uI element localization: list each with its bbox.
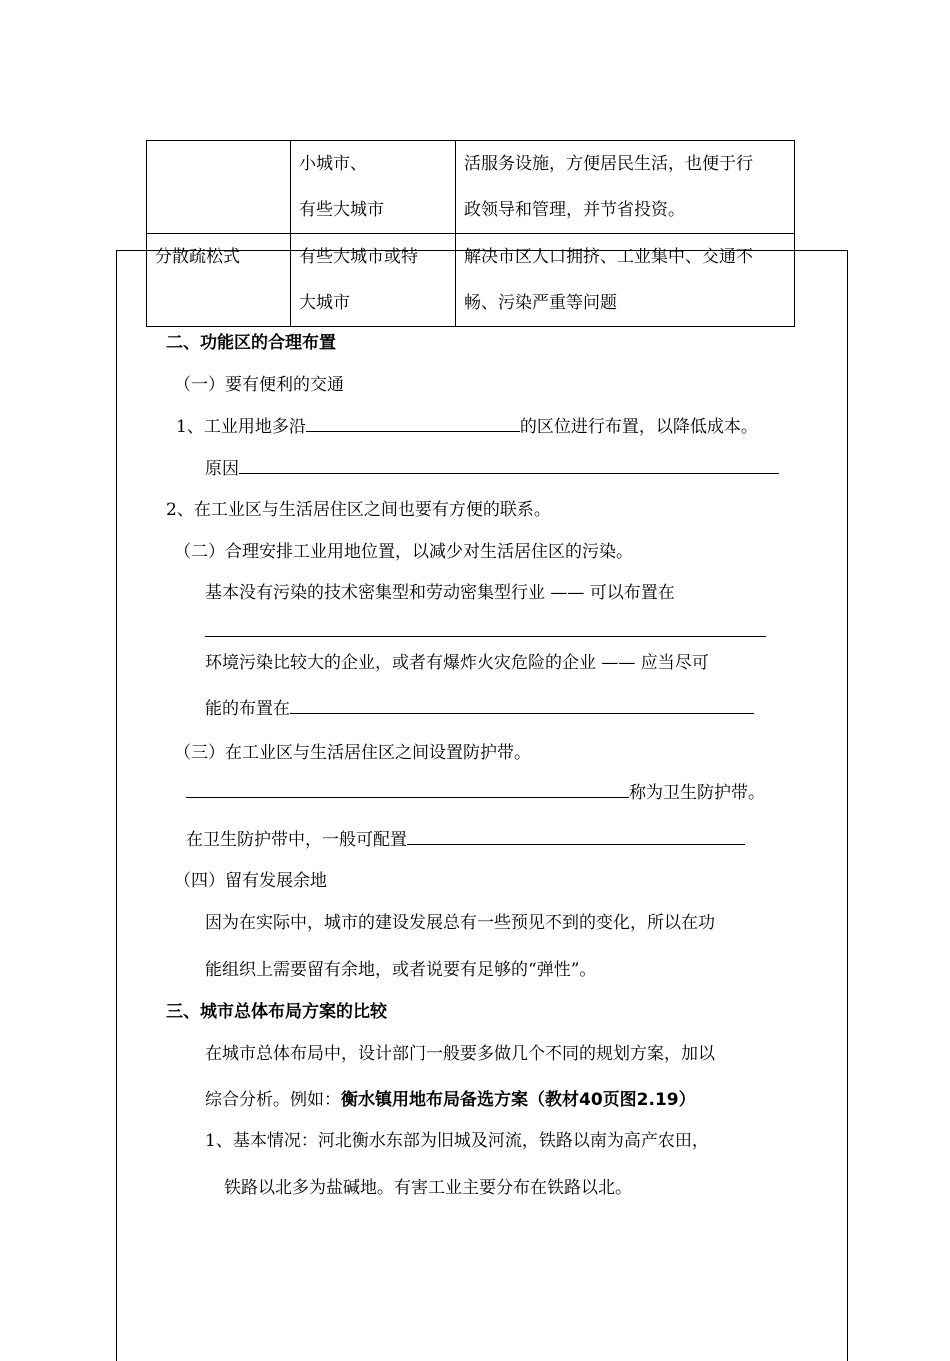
table-cell — [456, 141, 795, 234]
table-cell — [291, 141, 456, 234]
table-cell — [291, 234, 456, 327]
paragraph: 能组织上需要留有余地，或者说要有足够的“弹性”。 — [205, 960, 597, 980]
fill-in-line — [186, 825, 745, 850]
cell-line: 小城市、 — [299, 154, 367, 174]
cell-line: 解决市区人口拥挤、工业集中、交通不 — [464, 247, 753, 267]
cell-line: 政领导和管理，并节省投资。 — [464, 200, 685, 220]
table-row — [147, 141, 795, 234]
cell-line: 大城市 — [299, 293, 350, 313]
cell-line: 畅、污染严重等问题 — [464, 293, 617, 313]
cell-line: 活服务设施，方便居民生活，也便于行 — [464, 154, 753, 174]
text: 的区位进行布置，以降低成本。 — [519, 417, 758, 437]
paragraph: 基本没有污染的技术密集型和劳动密集型行业 —— 可以布置在 — [205, 583, 675, 603]
paragraph: 铁路以北多为盐碱地。有害工业主要分布在铁路以北。 — [224, 1178, 632, 1198]
table-cell — [147, 141, 291, 234]
paragraph: 因为在实际中，城市的建设发展总有一些预见不到的变化，所以在功 — [205, 913, 715, 933]
text: 综合分析。例如： — [205, 1090, 341, 1110]
blank — [186, 779, 629, 798]
table-cell: 分散疏松式 — [147, 234, 291, 327]
text: 在卫生防护带中，一般可配置 — [186, 830, 407, 850]
text: 称为卫生防护带。 — [629, 783, 765, 803]
subsection-title: （三）在工业区与生活居住区之间设置防护带。 — [174, 743, 531, 763]
blank — [290, 695, 754, 714]
table-cell — [456, 234, 795, 327]
fill-in-line — [205, 694, 754, 719]
paragraph: 1、基本情况：河北衡水东部为旧城及河流，铁路以南为高产农田， — [205, 1131, 709, 1151]
blank — [407, 826, 745, 845]
paragraph: 环境污染比较大的企业，或者有爆炸火灾危险的企业 —— 应当尽可 — [205, 653, 709, 673]
blank — [239, 455, 779, 474]
cell-line: 有些大城市 — [299, 200, 384, 220]
paragraph: 2、在工业区与生活居住区之间也要有方便的联系。 — [166, 500, 551, 520]
section-heading: 三、城市总体布局方案的比较 — [166, 1002, 387, 1022]
text: 1、工业用地多沿 — [176, 417, 306, 437]
blank — [205, 636, 766, 637]
fill-in-line — [176, 412, 758, 437]
paragraph — [205, 1085, 696, 1110]
fill-in-line — [205, 454, 779, 479]
section-heading: 二、功能区的合理布置 — [166, 333, 336, 353]
subsection-title: （一）要有便利的交通 — [174, 375, 344, 395]
paragraph: 在城市总体布局中，设计部门一般要多做几个不同的规划方案，加以 — [205, 1044, 715, 1064]
fill-in-line — [186, 778, 765, 803]
layout-comparison-table — [146, 140, 795, 327]
emphasis-text: 衡水镇用地布局备选方案（教材40页图2.19） — [341, 1090, 696, 1110]
text: 原因 — [205, 459, 239, 479]
subsection-title: （四）留有发展余地 — [174, 871, 327, 891]
table-row — [147, 234, 795, 327]
cell-line: 有些大城市或特 — [299, 247, 418, 267]
subsection-title: （二）合理安排工业用地位置，以减少对生活居住区的污染。 — [174, 542, 633, 562]
text: 能的布置在 — [205, 699, 290, 719]
blank — [306, 413, 520, 432]
